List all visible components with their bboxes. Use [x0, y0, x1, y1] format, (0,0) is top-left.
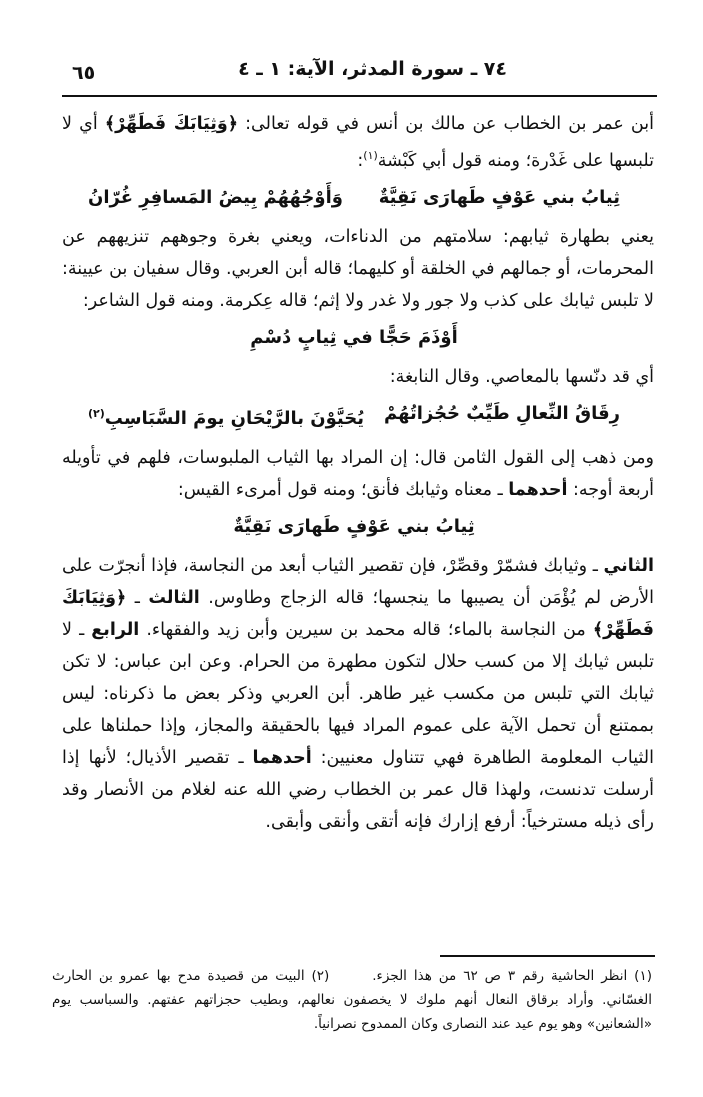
- label-third: الثالث: [148, 587, 200, 608]
- footnote-rule: [440, 955, 655, 957]
- verse-1: [62, 177, 654, 221]
- page-header: [62, 52, 657, 92]
- footnote-1: (١) انظر الحاشية رقم ٣ ص ٦٢ من هذا الجزء.: [372, 968, 652, 984]
- verse-3-left-text: يُحَيَّوْنَ بالرَّيْحَانِ يومَ السَّبَاسِبِ: [104, 407, 364, 429]
- paragraph-5-text-e: ـ تقصير الأذيال؛ لأنها إذا أرسلت تدنست، ولهذا قال عمر بن الخطاب رضي الله عنه لغلام من الأنصار وقد رأى ذيله مسترخياً: أرفع إزارك فإنه أتقى وأنقى وأبقى.: [62, 747, 654, 832]
- label-second: الثاني: [603, 555, 654, 576]
- paragraph-1-text-b: أي لا تلبسها على غَدْرة؛ ومنه قول أبي كَبْشة: [62, 114, 654, 171]
- paragraph-4: [62, 442, 654, 506]
- label-first: أحدهما: [508, 479, 568, 500]
- label-first-2: أحدهما: [252, 747, 312, 768]
- header-rule: [62, 95, 657, 97]
- main-text: [62, 108, 654, 838]
- verse-1-hemistich-right: ثِيابُ بني عَوْفٍ طَهارَى نَقِيَّةٌ: [378, 186, 620, 208]
- paragraph-5-text-c: من النجاسة بالماء؛ قاله محمد بن سيرين وأبن زيد والفقهاء.: [139, 619, 593, 640]
- verse-3-hemistich-left: [88, 397, 364, 436]
- page-number: ٦٥: [72, 62, 96, 84]
- paragraph-3: أي قد دنّسها بالمعاصي. وقال النابغة:: [389, 366, 654, 387]
- verse-2: [62, 317, 654, 361]
- verse-3: [62, 393, 654, 442]
- paragraph-1: [62, 108, 654, 177]
- paragraph-5-text-d: ـ لا تلبس ثيابك إلا من كسب حلال لتكون مطهرة من الحرام. وعن ابن عباس: لا تكن ثيابك التي تلبس من مكسب غير طاهر. أبن العربي وذكر بعض ما ذكرناه: ليس بممتنع أن تحمل الآية على عموم المراد فيها بالحقيقة والمجاز، وإذا حملناها على الثياب المعلومة الطاهرة فهي تتناول معنيين:: [62, 619, 654, 768]
- label-fourth: الرابع: [91, 619, 140, 640]
- verse-3-hemistich-right: رِقَاقُ النِّعالِ طَيِّبٌ حُجُزاتُهُمْ: [383, 402, 620, 424]
- running-title: ٧٤ ـ سورة المدثر، الآية: ١ ـ ٤: [238, 58, 507, 80]
- quran-quote-2: ﴿وَثِيَابَكَ فَطَهِّرْ﴾: [62, 587, 655, 640]
- paragraph-5-text-a: ـ وثيابك فشمّرْ وقصِّرْ، فإن تقصير الثياب أبعد من النجاسة، فإذا أنجرّت على الأرض لم يُؤْمَن أن يصيبها ما ينجسها؛ قاله الزجاج وطاوس.: [62, 555, 654, 608]
- paragraph-4-text-a: ومن ذهب إلى القول الثامن قال: إن المراد بها الثياب الملبوسات، فلهم في تأويله أربعة أوجه:: [62, 447, 654, 500]
- verse-2-text: أَوْذَمَ حَجًّا في ثِيابٍ دُسْمِ: [250, 326, 458, 348]
- paragraph-5: [62, 550, 654, 838]
- footnote-ref-1: (١): [363, 149, 378, 162]
- paragraph-4-text-b: ـ معناه وثيابك فأنق؛ ومنه قول أمرىء القيس:: [177, 479, 509, 500]
- footnote-ref-2: (٢): [88, 406, 105, 420]
- paragraph-5-text-b: ـ: [126, 587, 149, 608]
- paragraph-1-text-a: أبن عمر بن الخطاب عن مالك بن أنس في قوله تعالى:: [237, 114, 654, 134]
- footnotes-text: [52, 964, 652, 1036]
- footnote-2: (٢) البيت من قصيدة مدح بها عمرو بن الحارث الغسّاني. وأراد برقاق النعال أنهم ملوك لا يخصفون نعالهم، وبطيب حجزاتهم عفتهم. والسباسب يوم «الشعانين» وهو يوم عيد عند النصارى وكان الممدوح نصرانياً.: [52, 968, 652, 1032]
- footnotes: [52, 964, 652, 1036]
- verse-4: [62, 506, 654, 550]
- paragraph-2: يعني بطهارة ثيابهم: سلامتهم من الدناءات، ويعني بغرة وجوههم تنزيههم عن المحرمات، أو جمالهم في الخلقة أو كليهما؛ قاله أبن العربي. وقال سفيان بن عيينة: لا تلبس ثيابك على كذب ولا جور ولا غدر ولا إثم؛ قاله عِكرمة. ومنه قول الشاعر:: [62, 226, 654, 311]
- paragraph-1-text-c: :: [357, 150, 364, 171]
- verse-4-text: ثِيابُ بني عَوْفٍ طَهارَى نَقِيَّةٌ: [233, 515, 475, 537]
- quran-quote-1: ﴿وَثِيَابَكَ فَطَهِّرْ﴾: [104, 114, 238, 134]
- verse-1-hemistich-left: وَأَوْجُهُهُمْ بِيضُ المَسافِرِ غُرّانُ: [88, 186, 343, 208]
